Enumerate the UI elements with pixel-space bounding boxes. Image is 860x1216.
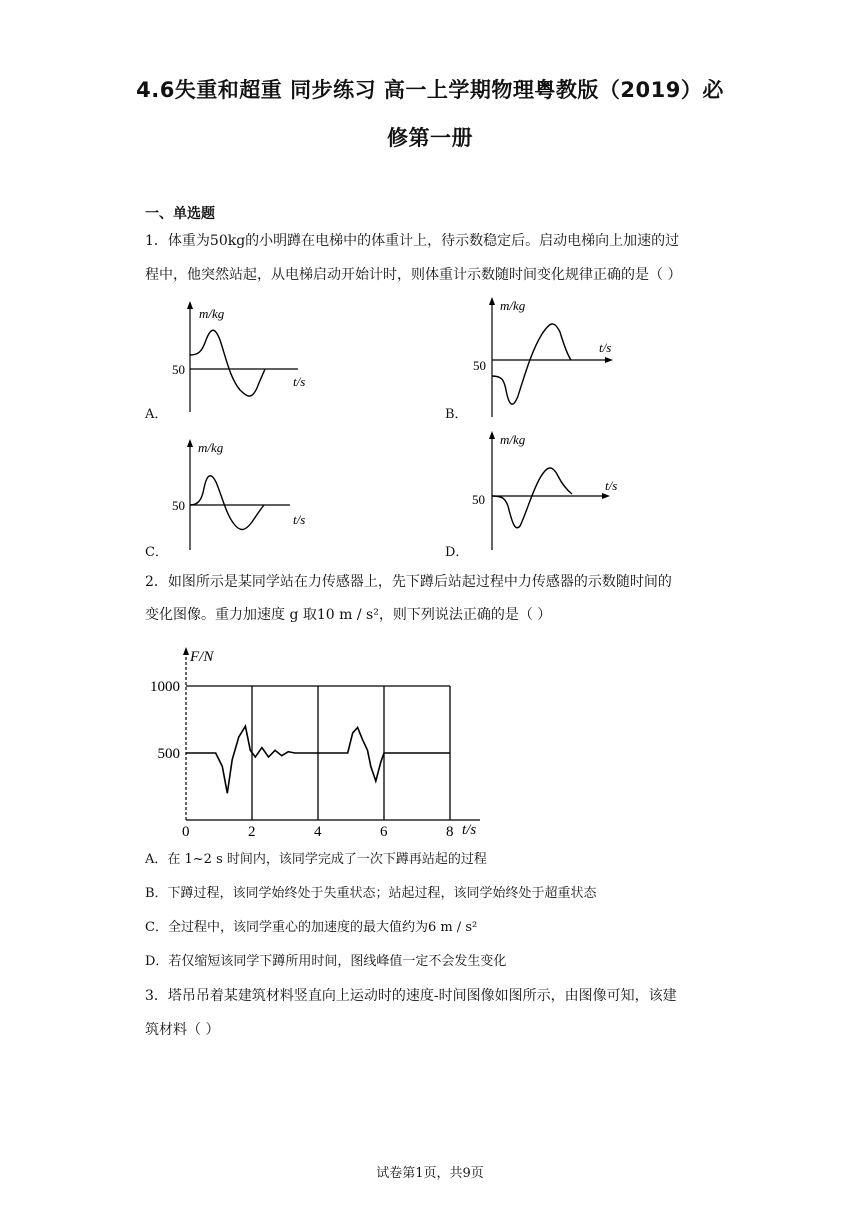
q1-graph-b	[470, 292, 630, 422]
y-axis-arrow-icon	[187, 301, 193, 309]
y-tick-label-500: 500	[157, 746, 180, 762]
q2-force-chart	[140, 643, 500, 843]
q1-text-line2: 程中，他突然站起，从电梯启动开始计时，则体重计示数随时间变化规律正确的是（ ）	[145, 267, 682, 283]
y-axis-label: m/kg	[198, 440, 224, 455]
x-axis-label: t/s	[293, 512, 306, 527]
x-axis-label: t/s	[605, 478, 618, 493]
baseline-value: 50	[473, 358, 486, 373]
page-footer: 试卷第1页，共9页	[376, 1166, 484, 1181]
q3-text-line2: 筑材料（ ）	[145, 1022, 220, 1038]
q2-text-line2: 变化图像。重力加速度 g 取10 m / s²，则下列说法正确的是（ ）	[145, 607, 552, 623]
page-title-line1: 4.6失重和超重 同步练习 高一上学期物理粤教版（2019）必	[136, 78, 724, 102]
x-axis-arrow-icon	[602, 493, 610, 499]
q1-graph-a	[168, 300, 328, 420]
x-axis-label: t/s	[462, 822, 477, 838]
q1-graph-d	[470, 426, 630, 556]
x-tick-label-4: 4	[314, 824, 322, 840]
q1-graph-c	[168, 434, 328, 554]
x-axis-label: t/s	[599, 340, 612, 355]
curve-a	[190, 330, 265, 396]
section-heading: 一、单选题	[145, 206, 215, 222]
y-axis-arrow-icon	[489, 297, 495, 305]
x-axis-arrow-icon	[605, 357, 613, 363]
curve-d	[492, 468, 572, 528]
y-axis-label: m/kg	[500, 298, 526, 313]
curve-b	[492, 324, 571, 404]
q2-option-a[interactable]: A．在 1~2 s 时间内，该同学完成了一次下蹲再站起的过程	[145, 852, 487, 867]
q1-text-line1: 1．体重为50kg的小明蹲在电梯中的体重计上，待示数稳定后。启动电梯向上加速的过	[145, 233, 680, 249]
x-tick-label-6: 6	[380, 824, 388, 840]
x-tick-label-8: 8	[446, 824, 454, 840]
curve-c	[190, 476, 264, 530]
q3-text-line1: 3．塔吊吊着某建筑材料竖直向上运动时的速度-时间图像如图所示，由图像可知，该建	[145, 988, 677, 1004]
q2-text-line1: 2．如图所示是某同学站在力传感器上，先下蹲后站起过程中力传感器的示数随时间的	[145, 574, 672, 590]
y-axis-label: m/kg	[199, 306, 225, 321]
y-axis-arrow-icon	[187, 439, 193, 447]
y-axis-label: m/kg	[500, 432, 526, 447]
q2-option-d[interactable]: D．若仅缩短该同学下蹲所用时间，图线峰值一定不会发生变化	[145, 954, 507, 969]
x-tick-label-0: 0	[182, 824, 190, 840]
x-tick-label-2: 2	[248, 824, 256, 840]
q2-option-b[interactable]: B．下蹲过程，该同学始终处于失重状态；站起过程，该同学始终处于超重状态	[145, 886, 597, 901]
q1-option-d[interactable]: D．	[445, 545, 469, 560]
y-axis-label: F/N	[190, 649, 214, 665]
y-axis-arrow-icon	[489, 431, 495, 439]
q1-option-b[interactable]: B．	[445, 407, 468, 422]
y-tick-label-1000: 1000	[150, 679, 180, 695]
page-title-line2: 修第一册	[387, 126, 473, 150]
baseline-value: 50	[172, 362, 185, 377]
baseline-value: 50	[472, 492, 485, 507]
q1-option-c[interactable]: C．	[145, 545, 168, 560]
baseline-value: 50	[172, 498, 185, 513]
y-axis-arrow-icon	[183, 647, 189, 655]
q2-option-c[interactable]: C．全过程中，该同学重心的加速度的最大值约为6 m / s²	[145, 920, 478, 935]
x-axis-label: t/s	[293, 374, 306, 389]
q1-option-a[interactable]: A．	[145, 407, 168, 422]
